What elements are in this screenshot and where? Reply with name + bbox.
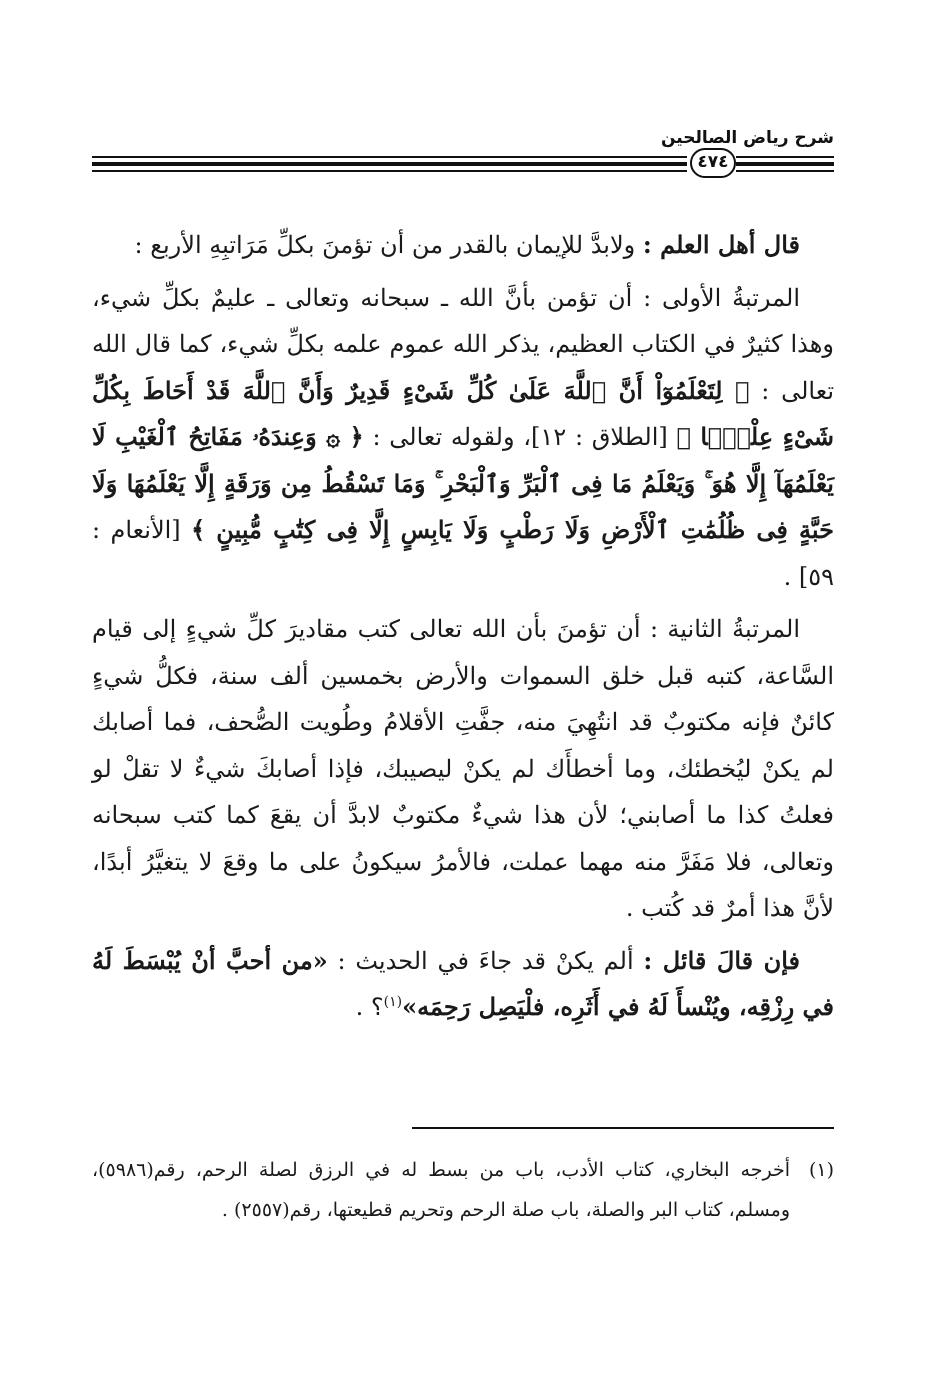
paragraph-end: ؟ . — [355, 993, 384, 1021]
verse-reference: [الطلاق : ١٢]، ولقوله تعالى : — [363, 423, 677, 451]
paragraph-lead: قال أهل العلم : — [642, 230, 800, 259]
main-text — [92, 222, 834, 1031]
quran-verse: ﴿ ۞ وَعِندَهُۥ مَفَاتِحُ ٱلْغَيْبِ لَا يَعْلَمُهَآ إِلَّا هُوَ ۚ وَيَعْلَمُ مَا فِى ٱلْبَرِّ وَٱلْبَحْرِ ۚ وَمَا تَسْقُطُ مِن وَرَقَةٍ إِلَّا يَعْلَمُهَا وَلَا حَبَّةٍ فِى ظُلُمَٰتِ ٱلْأَرْضِ وَلَا رَطْبٍ وَلَا يَابِسٍ إِلَّا فِى كِتَٰبٍ مُّبِينٍ ﴾ — [92, 422, 834, 544]
quran-verse: ﴿ لِتَعْلَمُوٓاْ أَنَّ ٱللَّهَ عَلَىٰ كُلِّ شَىْءٍ قَدِيرٌ وَأَنَّ ٱللَّهَ قَدْ أَحَاطَ بِكُلِّ شَىْءٍ عِلْمًۢا ﴾ — [92, 375, 835, 451]
verse-reference: [الأنعام : ٥٩] . — [92, 516, 834, 591]
paragraph-question — [92, 938, 834, 1031]
paragraph-intro — [92, 222, 834, 269]
paragraph-text: المرتبةُ الثانية : أن تؤمنَ بأن الله تعالى كتب مقاديرَ كلِّ شيءٍ إلى قيام السَّاعة، كتبه قبل خلق السموات والأرض بخمسين ألف سنة، فكلُّ شيءٍ كائنٌ فإنه مكتوبٌ قد انتُهِيَ منه، جفَّتِ الأقلامُ وطُويت الصُّحف، فما أصابك لم يكنْ ليُخطئك، وما أخطأَك لم يكنْ ليصيبك، فإذا أصابكَ شيءٌ لا تقلْ لو فعلتُ كذا ما أصابني؛ لأن هذا شيءٌ مكتوبٌ لابدَّ أن يقعَ كما كتب سبحانه وتعالى، فلا مَفَرَّ منه مهما عملت، فالأمرُ سيكونُ على ما وقعَ لا يتغيَّرُ أبدًا، لأنَّ هذا أمرٌ قد كُتب . — [92, 615, 835, 922]
paragraph-text: المرتبةُ الأولى : أن تؤمن بأنَّ الله ـ سبحانه وتعالى ـ عليمٌ بكلِّ شيء، وهذا كثيرٌ في الكتاب العظيم، يذكر الله عموم علمه بكلِّ شيء، كما قال الله تعالى : — [92, 283, 834, 405]
page-number: ٤٧٤ — [690, 148, 736, 178]
footnote — [92, 1150, 834, 1230]
running-title: شرح رياض الصالحين — [660, 128, 834, 148]
footnote-number: (١) — [808, 1159, 834, 1181]
footnotes — [92, 1150, 834, 1230]
hadith-quote: «من أحبَّ أنْ يُبْسَطَ لَهُ في رِزْقِه، ويُنْسأَ لَهُ في أَثَرِه، فلْيَصِل رَحِمَه» — [92, 945, 834, 1021]
footnote-divider — [412, 1127, 834, 1129]
page-header — [92, 118, 834, 188]
paragraph-second-level — [92, 606, 834, 932]
paragraph-text: ولابدَّ للإيمان بالقدر من أن تؤمنَ بكلِّ مَرَاتبِهِ الأربع : — [134, 231, 643, 259]
paragraph-lead: فإن قالَ قائل : — [643, 945, 801, 975]
header-rule-left — [92, 156, 687, 174]
footnote-reference: (١) — [383, 994, 403, 1010]
paragraph-text: ألم يكنْ قد جاءَ في الحديث : — [327, 946, 644, 975]
footnote-text: أخرجه البخاري، كتاب الأدب، باب من بسط له في الرزق لصلة الرحم، رقم(٥٩٨٦)، ومسلم، كتاب البر والصلة، باب صلة الرحم وتحريم قطيعتها، رقم(٢٥٥٧) . — [92, 1159, 790, 1221]
header-rule-right — [736, 156, 834, 174]
paragraph-first-level — [92, 275, 834, 601]
